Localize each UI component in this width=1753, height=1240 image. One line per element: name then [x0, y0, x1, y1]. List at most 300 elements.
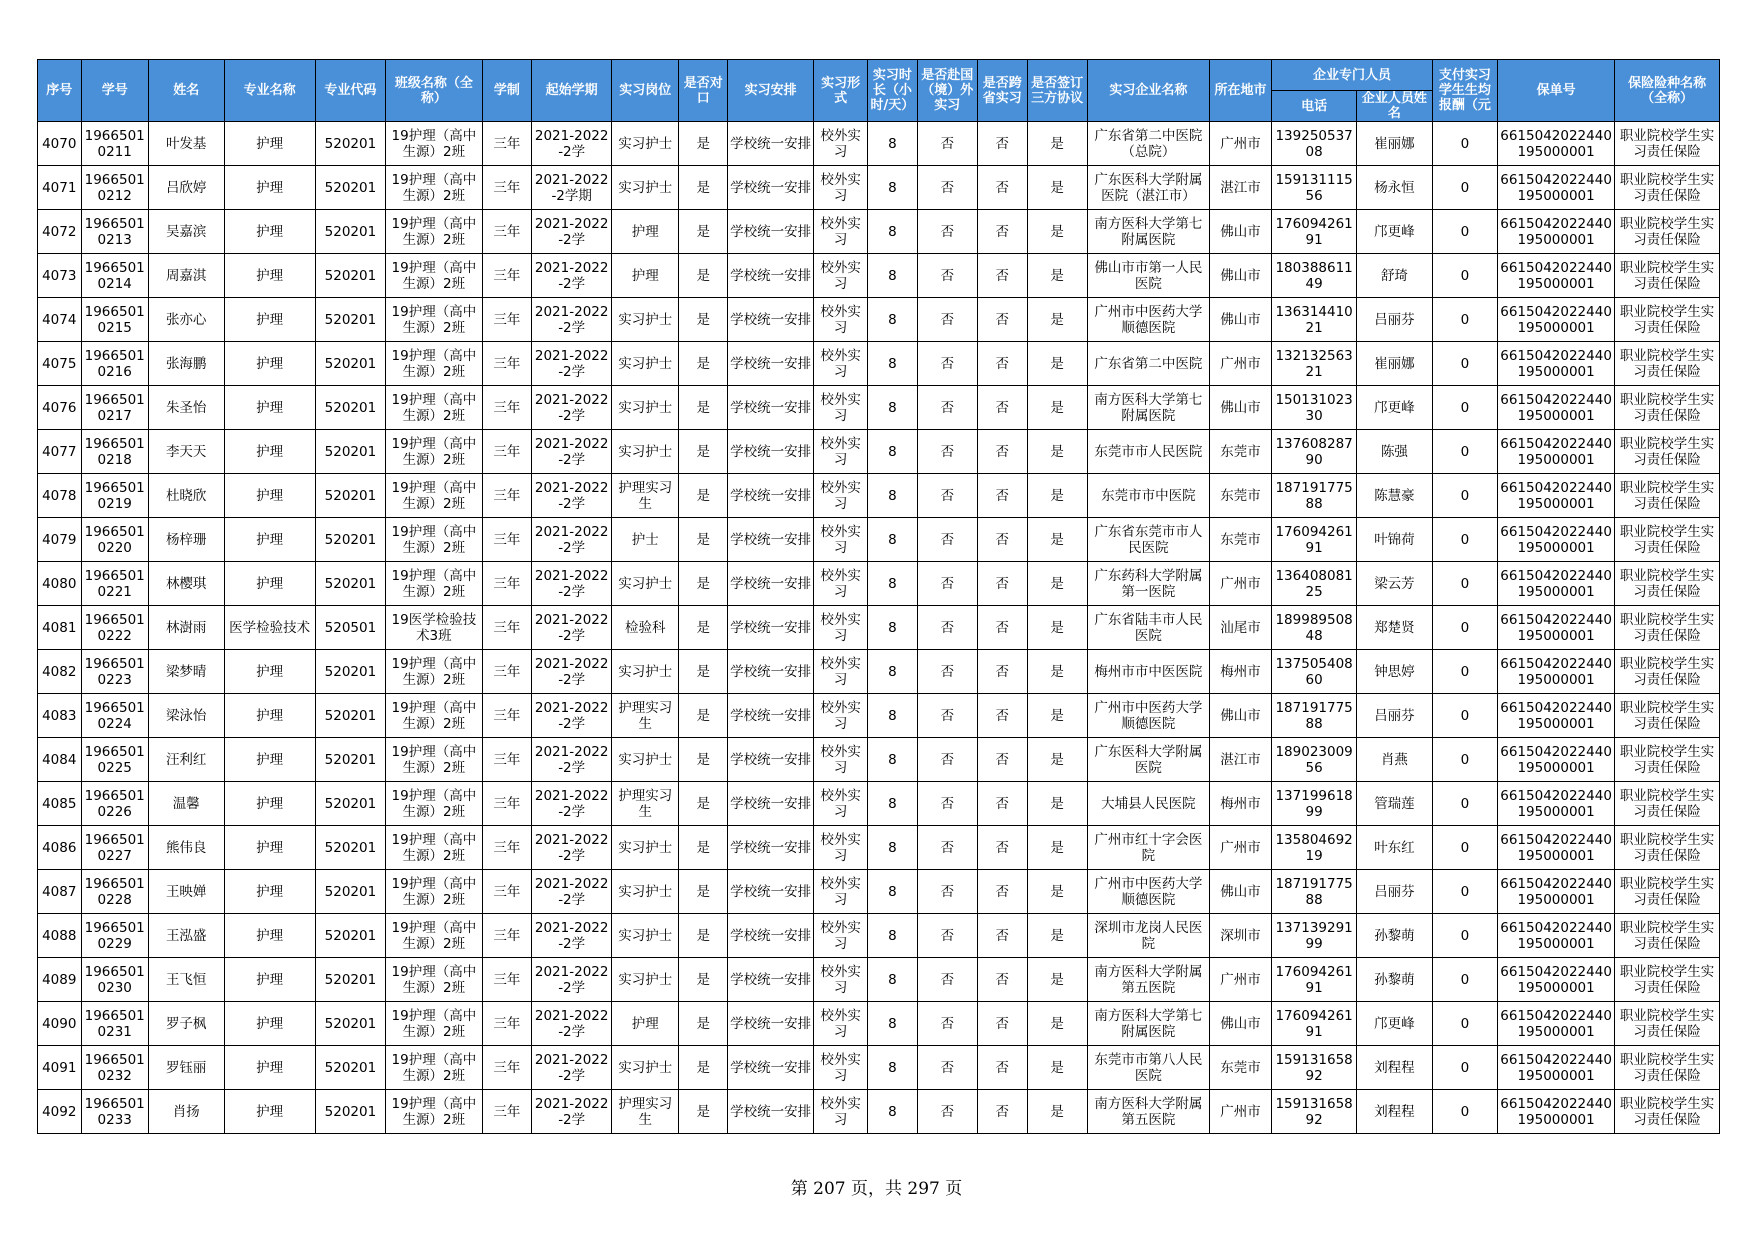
cell-seq — [38, 870, 82, 914]
cell-major-text: 护理 — [256, 707, 284, 724]
cell-duration-text: 三年 — [493, 531, 521, 548]
cell-abroad-text: 否 — [940, 311, 955, 328]
cell-class-name — [386, 694, 482, 738]
cell-class-name — [386, 958, 482, 1002]
cell-agreement-text: 是 — [1050, 311, 1064, 328]
cell-major-code-text: 520201 — [324, 575, 377, 592]
cell-duration — [482, 430, 532, 474]
cell-duration — [482, 958, 532, 1002]
cell-major-code — [315, 474, 385, 518]
cell-major-code-text: 520201 — [324, 223, 377, 240]
cell-abroad-text: 否 — [940, 1103, 955, 1120]
cell-matched — [679, 870, 728, 914]
cell-phone — [1272, 870, 1357, 914]
cell-cross-province — [977, 254, 1027, 298]
cell-city — [1209, 518, 1271, 562]
cell-company-text: 南方医科大学第七附属医院 — [1094, 391, 1203, 424]
cell-phone — [1272, 694, 1357, 738]
cell-hours — [868, 562, 918, 606]
cell-start-term-text: 2021-2022-2学 — [534, 611, 609, 644]
cell-seq — [38, 342, 82, 386]
cell-hours-text: 8 — [888, 663, 897, 680]
header-hours: 实习时长（小时/天） — [868, 60, 918, 122]
cell-phone-text: 13213256321 — [1275, 347, 1353, 380]
cell-duration — [482, 254, 532, 298]
header-duration: 学制 — [482, 60, 532, 122]
cell-class-name-text: 19护理（高中生源）2班 — [391, 743, 477, 776]
cell-city — [1209, 694, 1271, 738]
cell-matched-text: 是 — [696, 663, 711, 680]
cell-staff-name-text: 梁云芳 — [1374, 575, 1415, 592]
cell-class-name-text: 19护理（高中生源）2班 — [391, 215, 477, 248]
cell-duration-text: 三年 — [493, 575, 521, 592]
cell-insurance — [1615, 782, 1720, 826]
cell-hours — [868, 430, 918, 474]
cell-class-name-text: 19护理（高中生源）2班 — [391, 259, 477, 292]
cell-abroad-text: 否 — [940, 1015, 955, 1032]
cell-matched-text: 是 — [696, 1103, 711, 1120]
header-insurance: 保险险种名称（全称） — [1615, 60, 1720, 122]
cell-agreement — [1027, 650, 1087, 694]
cell-major-text: 护理 — [256, 1059, 284, 1076]
cell-insurance — [1615, 826, 1720, 870]
cell-matched — [679, 1046, 728, 1090]
cell-duration — [482, 518, 532, 562]
cell-major-code-text: 520201 — [324, 839, 377, 856]
cell-cross-province — [977, 782, 1027, 826]
cell-cross-province — [977, 738, 1027, 782]
cell-phone — [1272, 1090, 1357, 1134]
cell-abroad — [917, 1090, 977, 1134]
table-row — [38, 870, 1720, 914]
cell-hours — [868, 342, 918, 386]
cell-start-term — [532, 210, 612, 254]
cell-insurance-text: 职业院校学生实习责任保险 — [1619, 743, 1715, 776]
cell-matched-text: 是 — [696, 355, 711, 372]
cell-duration — [482, 606, 532, 650]
cell-class-name — [386, 210, 482, 254]
cell-start-term — [532, 1090, 612, 1134]
table-row — [38, 694, 1720, 738]
cell-agreement-text: 是 — [1050, 927, 1064, 944]
cell-city — [1209, 342, 1271, 386]
cell-position — [612, 1046, 679, 1090]
cell-major-code — [315, 914, 385, 958]
cell-company-text: 佛山市市第一人民医院 — [1094, 259, 1203, 292]
cell-major-code — [315, 1090, 385, 1134]
cell-form — [814, 342, 868, 386]
cell-form — [814, 1046, 868, 1090]
cell-major-text: 护理 — [256, 575, 284, 592]
cell-pay — [1432, 914, 1497, 958]
table-row — [38, 958, 1720, 1002]
cell-pay-text: 0 — [1460, 751, 1470, 768]
cell-insurance-text: 职业院校学生实习责任保险 — [1619, 479, 1715, 512]
cell-class-name-text: 19护理（高中生源）2班 — [391, 655, 477, 688]
cell-seq — [38, 386, 82, 430]
cell-pay — [1432, 1002, 1497, 1046]
cell-position-text: 实习护士 — [618, 135, 673, 152]
cell-city-text: 东莞市 — [1220, 443, 1261, 460]
cell-agreement-text: 是 — [1050, 707, 1064, 724]
cell-position — [612, 914, 679, 958]
cell-class-name-text: 19护理（高中生源）2班 — [391, 1051, 477, 1084]
cell-abroad-text: 否 — [940, 795, 955, 812]
cell-staff-name-text: 邝更峰 — [1374, 399, 1415, 416]
cell-cross-province — [977, 298, 1027, 342]
cell-seq-text: 4080 — [42, 575, 77, 592]
table-row — [38, 386, 1720, 430]
cell-seq-text: 4092 — [42, 1103, 77, 1120]
cell-hours — [868, 694, 918, 738]
cell-major-code-text: 520201 — [324, 1059, 377, 1076]
cell-start-term-text: 2021-2022-2学 — [534, 919, 609, 952]
cell-major-text: 护理 — [256, 443, 284, 460]
cell-major-text: 护理 — [256, 971, 284, 988]
cell-arrangement — [728, 1002, 814, 1046]
cell-abroad — [917, 562, 977, 606]
cell-name-text: 熊伟良 — [165, 839, 207, 856]
cell-arrangement — [728, 738, 814, 782]
header-pay: 支付实习学生生均报酬（元 — [1432, 60, 1497, 122]
cell-seq-text: 4077 — [42, 443, 77, 460]
cell-cross-province — [977, 606, 1027, 650]
cell-class-name-text: 19护理（高中生源）2班 — [391, 127, 477, 160]
header-start-term: 起始学期 — [532, 60, 612, 122]
cell-form-text: 校外实习 — [820, 655, 861, 688]
cell-policy-no-text: 6615042022440195000001 — [1500, 127, 1612, 160]
cell-major-text: 护理 — [256, 487, 284, 504]
cell-name-text: 罗钰丽 — [165, 1059, 207, 1076]
cell-position-text: 实习护士 — [618, 399, 673, 416]
cell-hours — [868, 782, 918, 826]
cell-seq — [38, 738, 82, 782]
cell-student-id — [81, 650, 148, 694]
table-row — [38, 210, 1720, 254]
cell-city-text: 佛山市 — [1220, 223, 1261, 240]
table-row — [38, 738, 1720, 782]
cell-major-code — [315, 518, 385, 562]
cell-position — [612, 826, 679, 870]
cell-city — [1209, 386, 1271, 430]
cell-duration — [482, 122, 532, 166]
table-row — [38, 562, 1720, 606]
cell-phone — [1272, 298, 1357, 342]
cell-abroad — [917, 826, 977, 870]
cell-abroad — [917, 474, 977, 518]
cell-arrangement — [728, 386, 814, 430]
cell-name — [148, 650, 224, 694]
cell-staff-name-text: 陈强 — [1380, 443, 1408, 460]
cell-phone — [1272, 650, 1357, 694]
cell-start-term — [532, 166, 612, 210]
cell-pay — [1432, 562, 1497, 606]
cell-pay — [1432, 870, 1497, 914]
cell-policy-no-text: 6615042022440195000001 — [1500, 743, 1612, 776]
cell-insurance-text: 职业院校学生实习责任保险 — [1619, 347, 1715, 380]
cell-pay-text: 0 — [1460, 355, 1470, 372]
cell-seq-text: 4079 — [42, 531, 77, 548]
cell-name-text: 张海鹏 — [165, 355, 207, 372]
cell-major-code-text: 520201 — [324, 267, 377, 284]
cell-class-name-text: 19护理（高中生源）2班 — [391, 699, 477, 732]
cell-duration-text: 三年 — [493, 1015, 521, 1032]
page-footer: 第 207 页，共 297 页 — [790, 1179, 963, 1199]
cell-abroad — [917, 122, 977, 166]
cell-abroad-text: 否 — [940, 443, 955, 460]
internship-table — [37, 59, 1720, 1134]
cell-seq — [38, 1002, 82, 1046]
cell-major — [224, 1002, 315, 1046]
cell-abroad — [917, 694, 977, 738]
cell-abroad-text: 否 — [940, 575, 955, 592]
cell-staff-name-text: 刘程程 — [1374, 1059, 1415, 1076]
header-seq: 序号 — [38, 60, 82, 122]
cell-policy-no — [1498, 342, 1615, 386]
cell-name-text: 梁梦晴 — [165, 663, 207, 680]
cell-major — [224, 562, 315, 606]
cell-hours — [868, 474, 918, 518]
cell-position — [612, 430, 679, 474]
cell-class-name — [386, 914, 482, 958]
cell-form-text: 校外实习 — [820, 919, 861, 952]
cell-major-code-text: 520201 — [324, 487, 377, 504]
cell-staff-name — [1357, 1046, 1433, 1090]
cell-duration-text: 三年 — [493, 795, 521, 812]
cell-abroad — [917, 254, 977, 298]
cell-city — [1209, 1090, 1271, 1134]
cell-major-code-text: 520201 — [324, 971, 377, 988]
cell-staff-name-text: 崔丽娜 — [1374, 355, 1415, 372]
cell-form-text: 校外实习 — [820, 479, 861, 512]
cell-seq-text: 4086 — [42, 839, 77, 856]
cell-pay-text: 0 — [1460, 927, 1470, 944]
cell-agreement — [1027, 1090, 1087, 1134]
header-staff-name: 企业人员姓名 — [1357, 91, 1433, 122]
header-company: 实习企业名称 — [1087, 60, 1209, 122]
cell-city-text: 深圳市 — [1220, 927, 1261, 944]
cell-phone-text: 15913111556 — [1275, 171, 1353, 204]
cell-abroad-text: 否 — [940, 1059, 955, 1076]
cell-position-text: 护理实习生 — [618, 699, 673, 732]
cell-position-text: 护理实习生 — [618, 787, 673, 820]
cell-class-name-text: 19护理（高中生源）2班 — [391, 875, 477, 908]
cell-start-term-text: 2021-2022-2学 — [534, 479, 609, 512]
cell-pay-text: 0 — [1460, 267, 1470, 284]
cell-agreement-text: 是 — [1050, 751, 1064, 768]
header-agreement: 是否签订三方协议 — [1027, 60, 1087, 122]
cell-position — [612, 562, 679, 606]
cell-major-code — [315, 166, 385, 210]
cell-form-text: 校外实习 — [820, 127, 861, 160]
cell-class-name-text: 19护理（高中生源）2班 — [391, 919, 477, 952]
cell-major — [224, 518, 315, 562]
cell-insurance — [1615, 1090, 1720, 1134]
cell-student-id — [81, 166, 148, 210]
header-major: 专业名称 — [224, 60, 315, 122]
cell-cross-province-text: 否 — [995, 399, 1009, 416]
cell-abroad-text: 否 — [940, 927, 955, 944]
cell-insurance-text: 职业院校学生实习责任保险 — [1619, 875, 1715, 908]
cell-insurance-text: 职业院校学生实习责任保险 — [1619, 919, 1715, 952]
cell-hours — [868, 1002, 918, 1046]
cell-class-name-text: 19护理（高中生源）2班 — [391, 479, 477, 512]
cell-company-text: 东莞市市人民医院 — [1094, 443, 1203, 460]
cell-major — [224, 122, 315, 166]
cell-start-term-text: 2021-2022-2学 — [534, 875, 609, 908]
cell-cross-province — [977, 430, 1027, 474]
cell-company — [1087, 1002, 1209, 1046]
cell-student-id — [81, 298, 148, 342]
header-class-name: 班级名称（全称） — [386, 60, 482, 122]
cell-phone — [1272, 958, 1357, 1002]
cell-company-text: 广州市中医药大学顺德医院 — [1094, 699, 1203, 732]
table-row — [38, 342, 1720, 386]
cell-arrangement-text: 学校统一安排 — [730, 531, 812, 548]
cell-duration — [482, 166, 532, 210]
cell-start-term — [532, 606, 612, 650]
cell-insurance — [1615, 342, 1720, 386]
cell-major-text: 护理 — [256, 399, 284, 416]
cell-form — [814, 1090, 868, 1134]
table-row — [38, 914, 1720, 958]
cell-cross-province-text: 否 — [995, 531, 1009, 548]
cell-matched — [679, 342, 728, 386]
cell-insurance — [1615, 1046, 1720, 1090]
cell-pay — [1432, 166, 1497, 210]
cell-pay — [1432, 518, 1497, 562]
cell-hours-text: 8 — [888, 443, 897, 460]
cell-city-text: 东莞市 — [1220, 1059, 1261, 1076]
cell-duration-text: 三年 — [493, 399, 521, 416]
cell-hours — [868, 386, 918, 430]
cell-form — [814, 298, 868, 342]
cell-phone-text: 17609426191 — [1275, 215, 1353, 248]
cell-major — [224, 870, 315, 914]
cell-staff-name — [1357, 914, 1433, 958]
cell-major — [224, 826, 315, 870]
cell-pay — [1432, 342, 1497, 386]
cell-city — [1209, 606, 1271, 650]
cell-form — [814, 474, 868, 518]
cell-matched — [679, 474, 728, 518]
cell-form — [814, 958, 868, 1002]
cell-pay-text: 0 — [1460, 179, 1470, 196]
cell-start-term — [532, 430, 612, 474]
cell-policy-no — [1498, 210, 1615, 254]
cell-hours-text: 8 — [888, 971, 897, 988]
cell-company — [1087, 914, 1209, 958]
cell-city — [1209, 826, 1271, 870]
cell-name — [148, 342, 224, 386]
cell-staff-name — [1357, 518, 1433, 562]
cell-matched-text: 是 — [696, 575, 711, 592]
table-row — [38, 826, 1720, 870]
cell-arrangement-text: 学校统一安排 — [730, 267, 812, 284]
cell-phone — [1272, 782, 1357, 826]
cell-company-text: 广东医科大学附属医院（湛江市） — [1094, 171, 1203, 204]
cell-arrangement-text: 学校统一安排 — [730, 751, 812, 768]
cell-hours — [868, 914, 918, 958]
cell-insurance-text: 职业院校学生实习责任保险 — [1619, 127, 1715, 160]
cell-hours-text: 8 — [888, 1103, 897, 1120]
cell-seq-text: 4070 — [42, 135, 77, 152]
cell-company — [1087, 562, 1209, 606]
cell-student-id-text: 19665010222 — [84, 611, 145, 644]
cell-position-text: 护理实习生 — [618, 1095, 673, 1128]
cell-student-id-text: 19665010216 — [84, 347, 145, 380]
cell-company-text: 广东省东莞市市人民医院 — [1094, 523, 1203, 556]
cell-insurance-text: 职业院校学生实习责任保险 — [1619, 1051, 1715, 1084]
cell-position-text: 实习护士 — [618, 355, 673, 372]
cell-form — [814, 650, 868, 694]
cell-agreement — [1027, 914, 1087, 958]
cell-start-term-text: 2021-2022-2学 — [534, 699, 609, 732]
cell-city-text: 梅州市 — [1220, 795, 1261, 812]
cell-agreement-text: 是 — [1050, 619, 1064, 636]
cell-student-id-text: 19665010231 — [84, 1007, 145, 1040]
cell-name-text: 梁泳怡 — [165, 707, 207, 724]
cell-form-text: 校外实习 — [820, 303, 861, 336]
cell-agreement-text: 是 — [1050, 795, 1064, 812]
cell-duration-text: 三年 — [493, 355, 521, 372]
cell-matched-text: 是 — [696, 1059, 711, 1076]
cell-arrangement — [728, 650, 814, 694]
cell-name — [148, 1090, 224, 1134]
cell-agreement-text: 是 — [1050, 575, 1064, 592]
cell-class-name-text: 19护理（高中生源）2班 — [391, 435, 477, 468]
cell-abroad — [917, 518, 977, 562]
cell-start-term-text: 2021-2022-2学 — [534, 303, 609, 336]
cell-name-text: 杨梓珊 — [165, 531, 207, 548]
cell-student-id — [81, 826, 148, 870]
cell-major-code — [315, 298, 385, 342]
cell-arrangement-text: 学校统一安排 — [730, 1015, 812, 1032]
cell-policy-no — [1498, 958, 1615, 1002]
cell-staff-name — [1357, 1002, 1433, 1046]
cell-duration — [482, 210, 532, 254]
cell-cross-province-text: 否 — [995, 443, 1009, 460]
cell-student-id — [81, 738, 148, 782]
table-row — [38, 782, 1720, 826]
cell-cross-province — [977, 562, 1027, 606]
table-row — [38, 650, 1720, 694]
cell-insurance-text: 职业院校学生实习责任保险 — [1619, 787, 1715, 820]
cell-major-code-text: 520201 — [324, 355, 377, 372]
cell-arrangement — [728, 298, 814, 342]
cell-cross-province — [977, 518, 1027, 562]
cell-major-code — [315, 254, 385, 298]
cell-major-code — [315, 342, 385, 386]
cell-policy-no — [1498, 826, 1615, 870]
cell-position-text: 护士 — [631, 531, 659, 548]
cell-seq-text: 4091 — [42, 1059, 77, 1076]
cell-city-text: 梅州市 — [1220, 663, 1261, 680]
cell-staff-name — [1357, 782, 1433, 826]
cell-company — [1087, 1090, 1209, 1134]
cell-arrangement — [728, 1090, 814, 1134]
cell-major-text: 护理 — [256, 795, 284, 812]
cell-major-code-text: 520201 — [324, 399, 377, 416]
cell-position — [612, 166, 679, 210]
cell-pay-text: 0 — [1460, 311, 1470, 328]
header-position: 实习岗位 — [612, 60, 679, 122]
cell-policy-no-text: 6615042022440195000001 — [1500, 171, 1612, 204]
cell-phone — [1272, 1046, 1357, 1090]
cell-start-term — [532, 826, 612, 870]
cell-duration — [482, 782, 532, 826]
cell-arrangement-text: 学校统一安排 — [730, 223, 812, 240]
